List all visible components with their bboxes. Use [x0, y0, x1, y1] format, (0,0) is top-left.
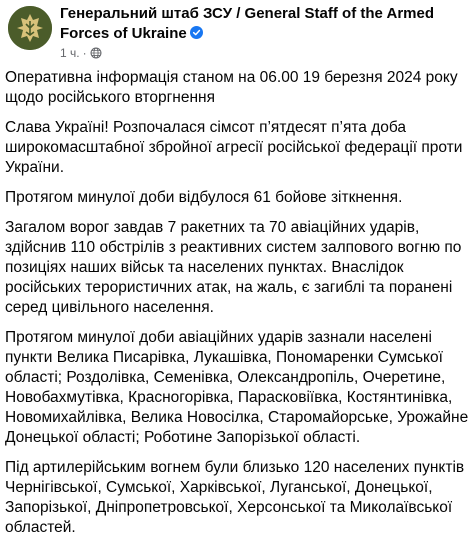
general-staff-emblem-icon — [8, 6, 52, 50]
post-meta — [60, 45, 102, 61]
post-paragraph: Протягом минулої доби відбулося 61 бойове зіткнення. — [5, 189, 403, 206]
post-paragraph: Під артилерійським вогнем були близько 120 населених пунктів Чернігівської, Сумської, Харківської, Луганської, Донецької, Запорізької, Дніпропетровської, Херсонської та Миколаївської областей. — [5, 459, 465, 536]
post-paragraph: Слава Україні! Розпочалася сімсот п’ятдесят п’ята доба широкомасштабної збройної агресії російської федерації проти України. — [5, 119, 463, 176]
post-timestamp[interactable]: 1 ч. — [60, 46, 80, 60]
post-paragraph: Протягом минулої доби авіаційних ударів зазнали населені пункти Велика Писарівка, Лукашівка, Пономаренки Сумської області; Роздолівка, Семенівка, Олександропіль, Очеретине, Новобахмутівка, Красногорівка, Парасковіївка, Костянтинівка, Новомихайлівка, Велика Новосілка, Старомайорське, Урожайне Донецької області; Роботине Запорізької області. — [5, 329, 469, 446]
page-name-link[interactable] — [60, 4, 464, 44]
meta-separator: · — [82, 46, 87, 60]
page-avatar[interactable] — [8, 6, 52, 50]
page-name-text[interactable]: Генеральний штаб ЗСУ / General Staff of the Armed Forces of Ukraine — [60, 5, 435, 42]
post-header — [8, 4, 468, 62]
post-paragraph: Загалом ворог завдав 7 ракетних та 70 авіаційних ударів, здійснив 110 обстрілів з реактивних систем залпового вогню по позиціях наших військ та населених пунктах. Внаслідок російських терористичних атак, на жаль, є загиблі та поранені серед цивільного населення. — [5, 219, 462, 316]
globe-icon[interactable] — [90, 47, 102, 59]
verified-badge-icon — [190, 26, 203, 39]
post-body — [5, 68, 469, 548]
post-paragraph: Оперативна інформація станом на 06.00 19 березня 2024 року щодо російського вторгнення — [5, 69, 458, 106]
